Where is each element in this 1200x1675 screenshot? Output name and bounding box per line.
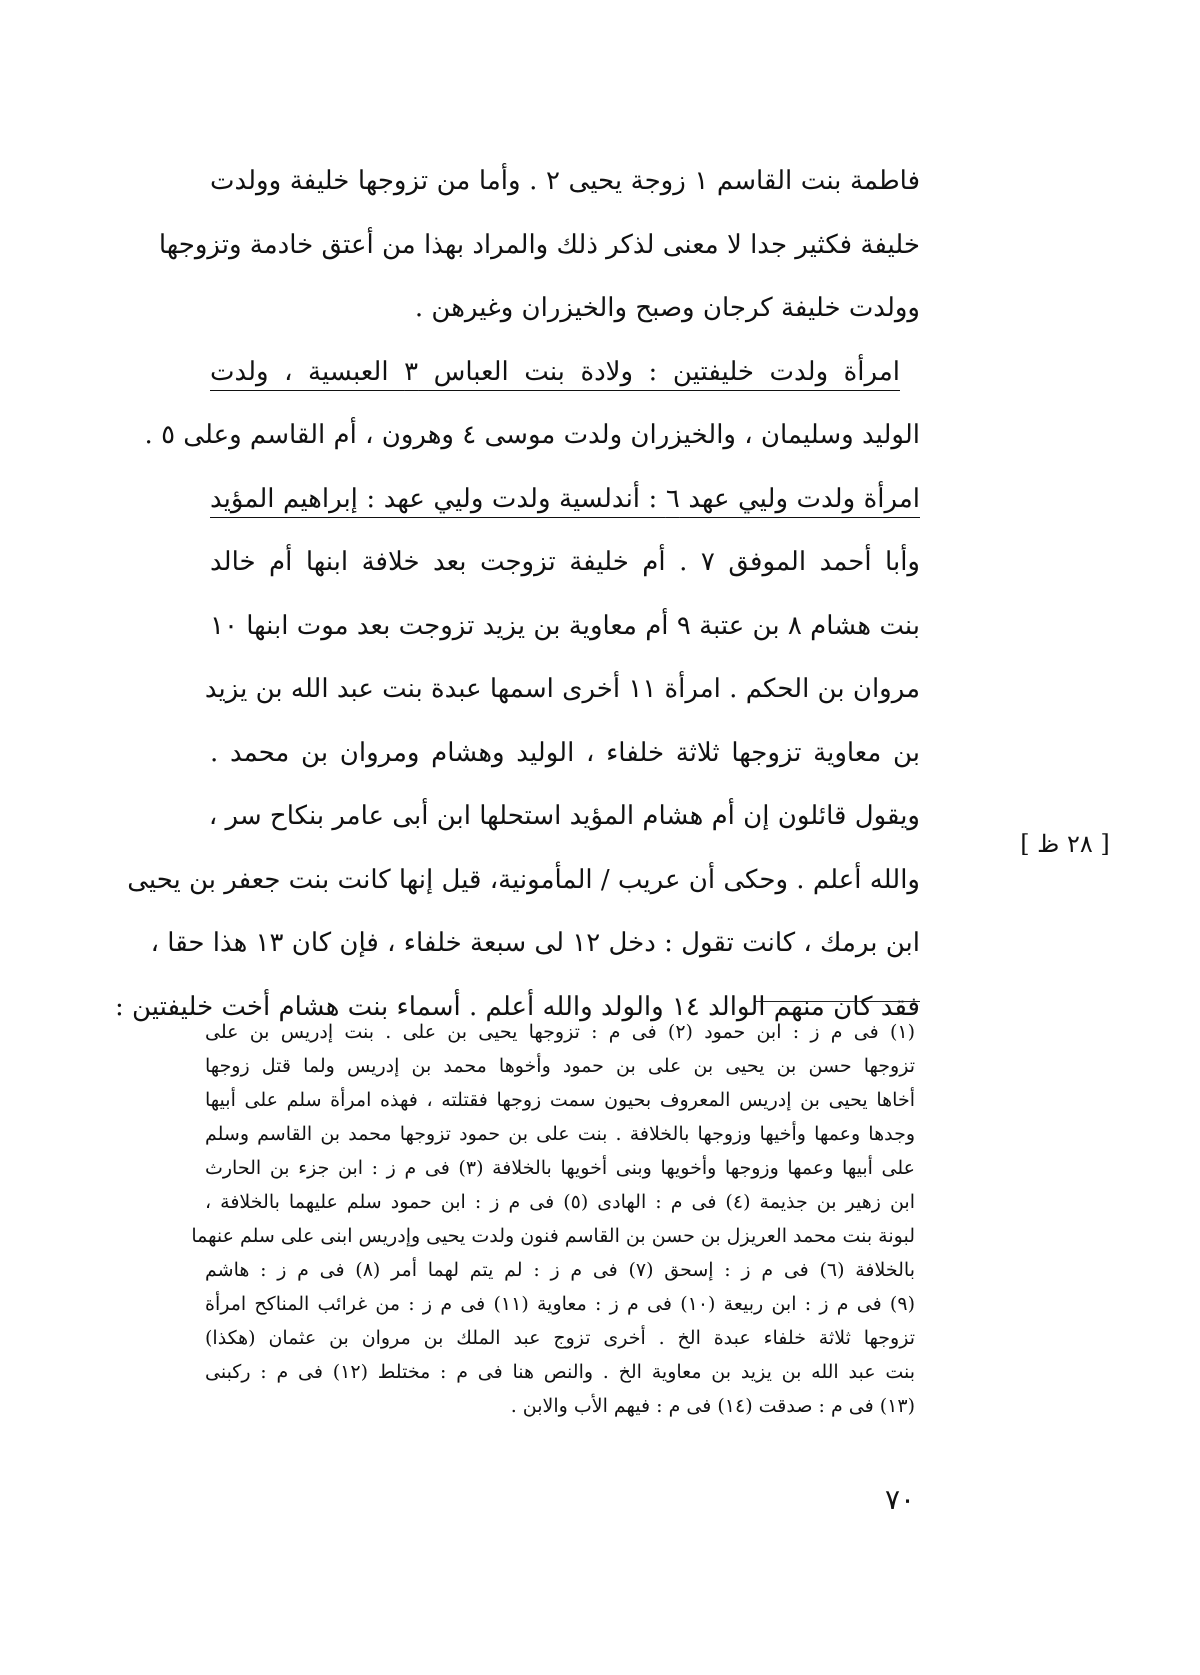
- main-text-block: [114, 150, 921, 1039]
- footnote-line: ابن زهير بن جذيمة (٤) فى م : الهادى (٥) فى م ز : ابن حمود سلم عليهما بالخلافة ،: [205, 1191, 915, 1213]
- main-text-line: بنت هشام ٨ بن عتبة ٩ أم معاوية بن يزيد تزوجت بعد موت ابنها ١٠: [210, 610, 921, 641]
- footnote-line: أخاها يحيى بن إدريس المعروف بحيون سمت زوجها فقتلته ، فهذه امرأة سلم على أبيها: [205, 1089, 915, 1111]
- footnote-line: بالخلافة (٦) فى م ز : إسحق (٧) فى م ز : لم يتم لهما أمر (٨) فى م ز : هاشم: [205, 1259, 915, 1281]
- main-text-line: مروان بن الحكم . امرأة ١١ أخرى اسمها عبدة بنت عبد الله بن يزيد: [204, 674, 920, 704]
- footnote-line: وجدها وعمها وأخيها وزوجها بالخلافة . بنت على بن حمود تزوجها محمد بن القاسم وسلم: [205, 1123, 915, 1145]
- main-text-line: بن معاوية تزوجها ثلاثة خلفاء ، الوليد وهشام ومروان بن محمد .: [210, 737, 920, 768]
- main-text-line: امرأة ولدت وليي عهد ٦ : أندلسية ولدت وليي عهد : إبراهيم المؤيد: [210, 483, 920, 514]
- footnote-line: لبونة بنت محمد العريزل بن حسن بن القاسم فنون ولدت يحيى وإدريس ابنى على سلم عنهما: [191, 1225, 915, 1247]
- footnote-line: (٩) فى م ز : ابن ربيعة (١٠) فى م ز : معاوية (١١) فى م ز : من غرائب المناكح امرأة: [205, 1293, 915, 1315]
- footnote-line: تزوجها ثلاثة خلفاء عبدة الخ . أخرى تزوج عبد الملك بن مروان بن عثمان (هكذا): [205, 1327, 915, 1349]
- footnote-line: تزوجها حسن بن يحيى بن على بن حمود وأخوها محمد بن إدريس ولما قتل زوجها: [205, 1055, 915, 1077]
- main-text-line: وأبا أحمد الموفق ٧ . أم خليفة تزوجت بعد خلافة ابنها أم خالد: [210, 547, 920, 577]
- footnote-line: بنت عبد الله بن يزيد بن معاوية الخ . والنص هنا فى م : مختلط (١٢) فى م : ركبنى: [205, 1361, 915, 1383]
- main-text-line: فاطمة بنت القاسم ١ زوجة يحيى ٢ . وأما من تزوجها خليفة وولدت: [210, 166, 921, 196]
- main-text-line: ابن برمك ، كانت تقول : دخل ١٢ لى سبعة خلفاء ، فإن كان ١٣ هذا حقا ،: [150, 928, 920, 958]
- main-text-line: خليفة فكثير جدا لا معنى لذكر ذلك والمراد بهذا من أعتق خادمة وتزوجها: [158, 229, 920, 260]
- footnote-separator: [755, 1001, 920, 1002]
- main-text-line: فقد كان منهم الوالد ١٤ والولد والله أعلم . أسماء بنت هشام أخت خليفتين :: [114, 991, 920, 1022]
- main-text-line: والله أعلم . وحكى أن عريب / المأمونية، قيل إنها كانت بنت جعفر بن يحيى: [127, 864, 920, 895]
- main-text-line: ويقول قائلون إن أم هشام المؤيد استحلها ابن أبى عامر بنكاح سر ،: [208, 801, 920, 831]
- folio-margin-note: [ ٢٨ ظ ]: [1020, 830, 1110, 858]
- footnotes-block: [191, 1015, 915, 1423]
- main-text-line: امرأة ولدت خليفتين : ولادة بنت العباس ٣ العبسية ، ولدت: [210, 356, 900, 387]
- footnote-line: (١٣) فى م : صدقت (١٤) فى م : فيهم الأب والابن .: [510, 1395, 915, 1417]
- page-number: ٧٠: [884, 1483, 916, 1516]
- footnote-line: على أبيها وعمها وزوجها وأخويها وبنى أخويها بالخلافة (٣) فى م ز : ابن جزء بن الحارث: [205, 1157, 915, 1179]
- main-text-line: وولدت خليفة كرجان وصبح والخيزران وغيرهن .: [414, 293, 920, 323]
- footnote-line: (١) فى م ز : ابن حمود (٢) فى م : تزوجها يحيى بن على . بنت إدريس بن على: [205, 1021, 915, 1043]
- main-text-line: الوليد وسليمان ، والخيزران ولدت موسى ٤ وهرون ، أم القاسم وعلى ٥ .: [144, 420, 920, 450]
